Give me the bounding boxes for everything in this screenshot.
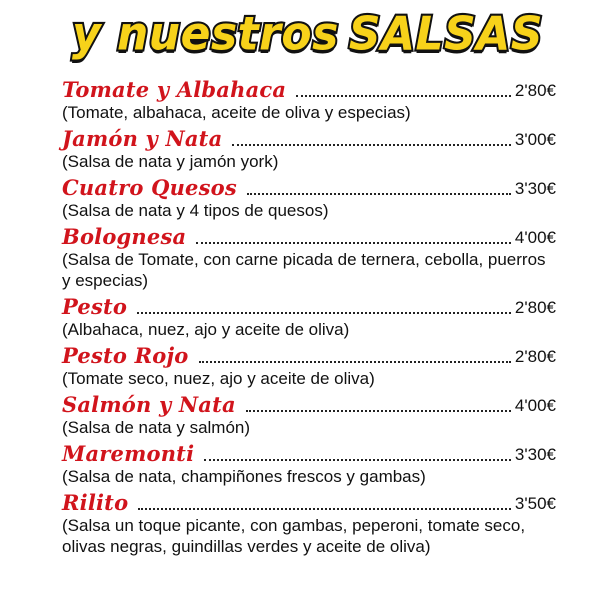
menu-item-price: 4'00€ bbox=[514, 228, 556, 247]
menu-item bbox=[62, 176, 562, 221]
menu-item-row bbox=[62, 127, 562, 151]
menu-item bbox=[62, 295, 562, 340]
menu-item-row bbox=[62, 393, 562, 417]
menu-item-row bbox=[62, 78, 562, 102]
menu-item-row bbox=[62, 295, 562, 319]
menu-item-name: Jamón y Nata bbox=[62, 126, 223, 151]
menu-item-description: (Salsa de Tomate, con carne picada de ternera, cebolla, puerros y especias) bbox=[62, 250, 546, 290]
menu-item-row bbox=[62, 176, 562, 200]
page-header bbox=[0, 4, 615, 66]
menu-item bbox=[62, 393, 562, 438]
menu-item-price: 3'00€ bbox=[514, 130, 556, 149]
menu-item-row bbox=[62, 442, 562, 466]
menu-item-price: 3'50€ bbox=[514, 494, 556, 513]
dot-leader bbox=[199, 361, 511, 363]
dot-leader bbox=[137, 312, 511, 314]
menu-item-price: 2'80€ bbox=[514, 298, 556, 317]
menu-item-name: Pesto bbox=[62, 294, 128, 319]
sauce-menu-list bbox=[62, 78, 562, 561]
menu-item-price: 2'80€ bbox=[514, 81, 556, 100]
menu-item-price: 2'80€ bbox=[514, 347, 556, 366]
dot-leader bbox=[138, 508, 511, 510]
menu-item-price: 3'30€ bbox=[514, 179, 556, 198]
menu-item bbox=[62, 442, 562, 487]
menu-item-name: Maremonti bbox=[62, 441, 195, 466]
dot-leader bbox=[204, 459, 511, 461]
menu-item-row bbox=[62, 491, 562, 515]
menu-item-name: Bolognesa bbox=[62, 224, 187, 249]
menu-item bbox=[62, 127, 562, 172]
menu-item-price: 3'30€ bbox=[514, 445, 556, 464]
menu-item-description: (Salsa de nata y 4 tipos de quesos) bbox=[62, 201, 329, 220]
menu-item-name: Salmón y Nata bbox=[62, 392, 236, 417]
menu-item-description: (Salsa de nata y jamón york) bbox=[62, 152, 279, 171]
dot-leader bbox=[232, 144, 511, 146]
menu-item bbox=[62, 225, 562, 291]
title-lower: y nuestros bbox=[71, 7, 339, 62]
menu-item bbox=[62, 78, 562, 123]
menu-item-description: (Salsa de nata, champiñones frescos y gambas) bbox=[62, 467, 426, 486]
menu-item-price: 4'00€ bbox=[514, 396, 556, 415]
title-upper: SALSAS bbox=[348, 7, 544, 62]
menu-item bbox=[62, 491, 562, 557]
menu-item-row bbox=[62, 344, 562, 368]
dot-leader bbox=[246, 410, 511, 412]
page-title bbox=[71, 7, 544, 62]
menu-item-description: (Albahaca, nuez, ajo y aceite de oliva) bbox=[62, 320, 350, 339]
dot-leader bbox=[196, 242, 511, 244]
menu-item-description: (Salsa un toque picante, con gambas, peperoni, tomate seco, olivas negras, guindillas verdes y aceite de oliva) bbox=[62, 516, 526, 556]
dot-leader bbox=[247, 193, 511, 195]
menu-item-name: Cuatro Quesos bbox=[62, 175, 237, 200]
menu-item-description: (Tomate seco, nuez, ajo y aceite de oliva) bbox=[62, 369, 375, 388]
menu-item-row bbox=[62, 225, 562, 249]
menu-item-description: (Tomate, albahaca, aceite de oliva y especias) bbox=[62, 103, 411, 122]
menu-item-name: Rilito bbox=[62, 490, 129, 515]
menu-item bbox=[62, 344, 562, 389]
menu-item-description: (Salsa de nata y salmón) bbox=[62, 418, 251, 437]
dot-leader bbox=[296, 95, 511, 97]
menu-item-name: Tomate y Albahaca bbox=[62, 77, 287, 102]
menu-item-name: Pesto Rojo bbox=[62, 343, 189, 368]
